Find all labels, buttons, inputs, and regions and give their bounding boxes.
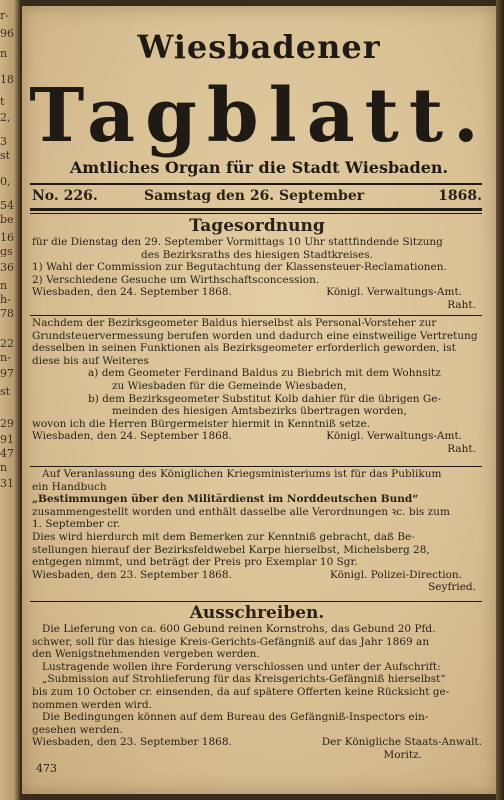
notice-line: zusammengestellt worden und enthält dasselbe alle Verordnungen ꝛc. bis zum [32,505,450,518]
signer: Seyfried. [428,581,476,594]
place-date: Wiesbaden, den 24. September 1868. [32,286,232,299]
dateline-rule-bottom [30,213,482,214]
notice-divider [30,601,482,602]
notice-line: ein Handbuch [32,480,107,493]
notice-divider [30,315,482,316]
notice-line: den Wenigstnehmenden vergeben werden. [32,648,260,661]
margin-fragment: 16 [0,232,14,243]
notice-line: zu Wiesbaden für die Gemeinde Wiesbaden, [112,379,347,392]
page-number: 473 [36,762,57,775]
notice-line: 1. September cr. [32,518,121,531]
notice-line: entgegen nimmt, und beträgt der Preis pro Exemplar 10 Sgr. [32,556,358,569]
place-date: Wiesbaden, den 23. September 1868. [32,736,232,749]
margin-fragment: 97 [0,368,14,379]
notice-line: gesehen werden. [32,723,123,736]
place-date: Wiesbaden, den 23. September 1868. [32,568,232,581]
margin-fragment: st [0,150,11,161]
dateline-rule-top [30,208,482,211]
notice-line: 1) Wahl der Commission zur Begutachtung der Klassensteuer-Reclamationen. [32,261,447,274]
issue-year: 1868. [438,188,482,204]
margin-fragment: n [0,462,8,473]
masthead-title-main: Tagblatt. [29,73,489,159]
place-date: Wiesbaden, den 24. September 1868. [32,430,232,443]
notice-line: wovon ich die Herren Bürgermeister hiermit in Kenntniß setze. [32,417,371,430]
margin-fragment: 54 [0,200,14,211]
notice-military-handbook [32,468,482,594]
notice-line: a) dem Geometer Ferdinand Baldus zu Biebrich mit dem Wohnsitz [88,367,441,380]
notice-line: desselben in seinen Funktionen als Bezirksgeometer erforderlich geworden, ist [32,342,456,355]
margin-fragment: st [0,386,11,397]
margin-fragment: 29 [0,418,14,429]
margin-fragment: n [0,48,8,59]
margin-fragment: r- [0,10,9,21]
notice-line: nommen werden wird. [32,698,152,711]
notice-line: schwer, soll für das hiesige Kreis-Gerichts-Gefängniß auf das Jahr 1869 an [32,635,430,648]
margin-fragment: n [0,280,8,291]
margin-fragment: be [0,214,14,225]
notice-divider [30,466,482,467]
notice-heading: Tagesordnung [189,216,325,236]
notice-line: 2) Verschiedene Gesuche um Wirthschaftsconcession. [32,273,320,286]
notice-line: „Bestimmungen über den Militärdienst im Norddeutschen Bund“ [32,493,419,506]
notice-heading: Ausschreiben. [189,603,325,623]
notice-line: des Bezirksraths des hiesigen Stadtkreises. [141,248,373,261]
margin-fragment: 91 [0,434,14,445]
notice-line: „Submission auf Strohlieferung für das Kreisgerichts-Gefängniß hierselbst“ [42,673,446,686]
notice-line: stellungen hierauf der Bezirksfeldwebel Karpe hierselbst, Michelsberg 28, [32,543,430,556]
margin-fragment: 36 [0,262,14,273]
notice-line: für die Dienstag den 29. September Vormittags 10 Uhr stattfindende Sitzung [32,236,443,248]
issuing-office: Der Königliche Staats-Anwalt. [321,736,482,749]
margin-fragment: 47 [0,448,14,459]
notice-line: Dies wird hierdurch mit dem Bemerken zur Kenntniß gebracht, daß Be- [32,530,415,543]
notice-line: Grundsteuervermessung berufen worden und dadurch eine einstweilige Vertretung [32,329,478,342]
margin-fragment: 3 [0,136,7,147]
notice-line: Nachdem der Bezirksgeometer Baldus hierselbst als Personal-Vorsteher zur [32,317,437,329]
margin-fragment: 78 [0,308,14,319]
notice-line: b) dem Bezirksgeometer Substitut Kolb dahier für die übrigen Ge- [88,392,442,405]
margin-fragment: t [0,96,5,107]
issue-number: No. 226. [32,188,98,204]
masthead-subtitle: Amtliches Organ für die Stadt Wiesbaden. [69,158,449,177]
signer: Moritz. [383,748,422,761]
issuing-office: Königl. Verwaltungs-Amt. [326,286,462,299]
notice-agenda [32,216,482,312]
notice-geometer [32,317,482,456]
margin-fragment: n- [0,352,11,363]
notice-line: meinden des hiesigen Amtsbezirks übertragen worden, [112,405,407,418]
margin-fragment: 96 [0,28,14,39]
binding-edge [496,0,504,800]
margin-fragment: 2, [0,112,11,123]
issue-date: Samstag den 26. September [144,188,365,204]
notice-line: bis zum 10 October cr. einsenden, da auf spätere Offerten keine Rücksicht ge- [32,685,450,698]
issuing-office: Königl. Polizei-Direction. [330,568,462,581]
adjacent-page-edge [0,0,20,800]
notice-line: Auf Veranlassung des Königlichen Kriegsministeriums ist für das Publikum [42,468,442,480]
masthead-title-top: Wiesbadener [137,28,381,66]
margin-fragment: gs [0,246,13,257]
signer: Raht. [447,298,476,311]
notice-line: Die Lieferung von ca. 600 Gebund reinen Kornstrohs, das Gebund 20 Pfd. [42,623,436,635]
margin-fragment: 22 [0,338,14,349]
issuing-office: Königl. Verwaltungs-Amt. [326,430,462,443]
margin-fragment: 18 [0,74,14,85]
notice-line: diese bis auf Weiteres [32,354,149,367]
margin-fragment: 0, [0,176,11,187]
margin-fragment: h- [0,294,11,305]
notice-line: Lustragende wollen ihre Forderung verschlossen und unter der Aufschrift: [42,660,441,673]
signer: Raht. [447,442,476,455]
newspaper-page [22,6,496,794]
dateline [32,188,482,206]
notice-line: Die Bedingungen können auf dem Bureau des Gefängniß-Inspectors ein- [42,711,429,724]
margin-fragment: 31 [0,478,14,489]
notice-tender [32,603,482,762]
masthead-rule [30,183,482,185]
